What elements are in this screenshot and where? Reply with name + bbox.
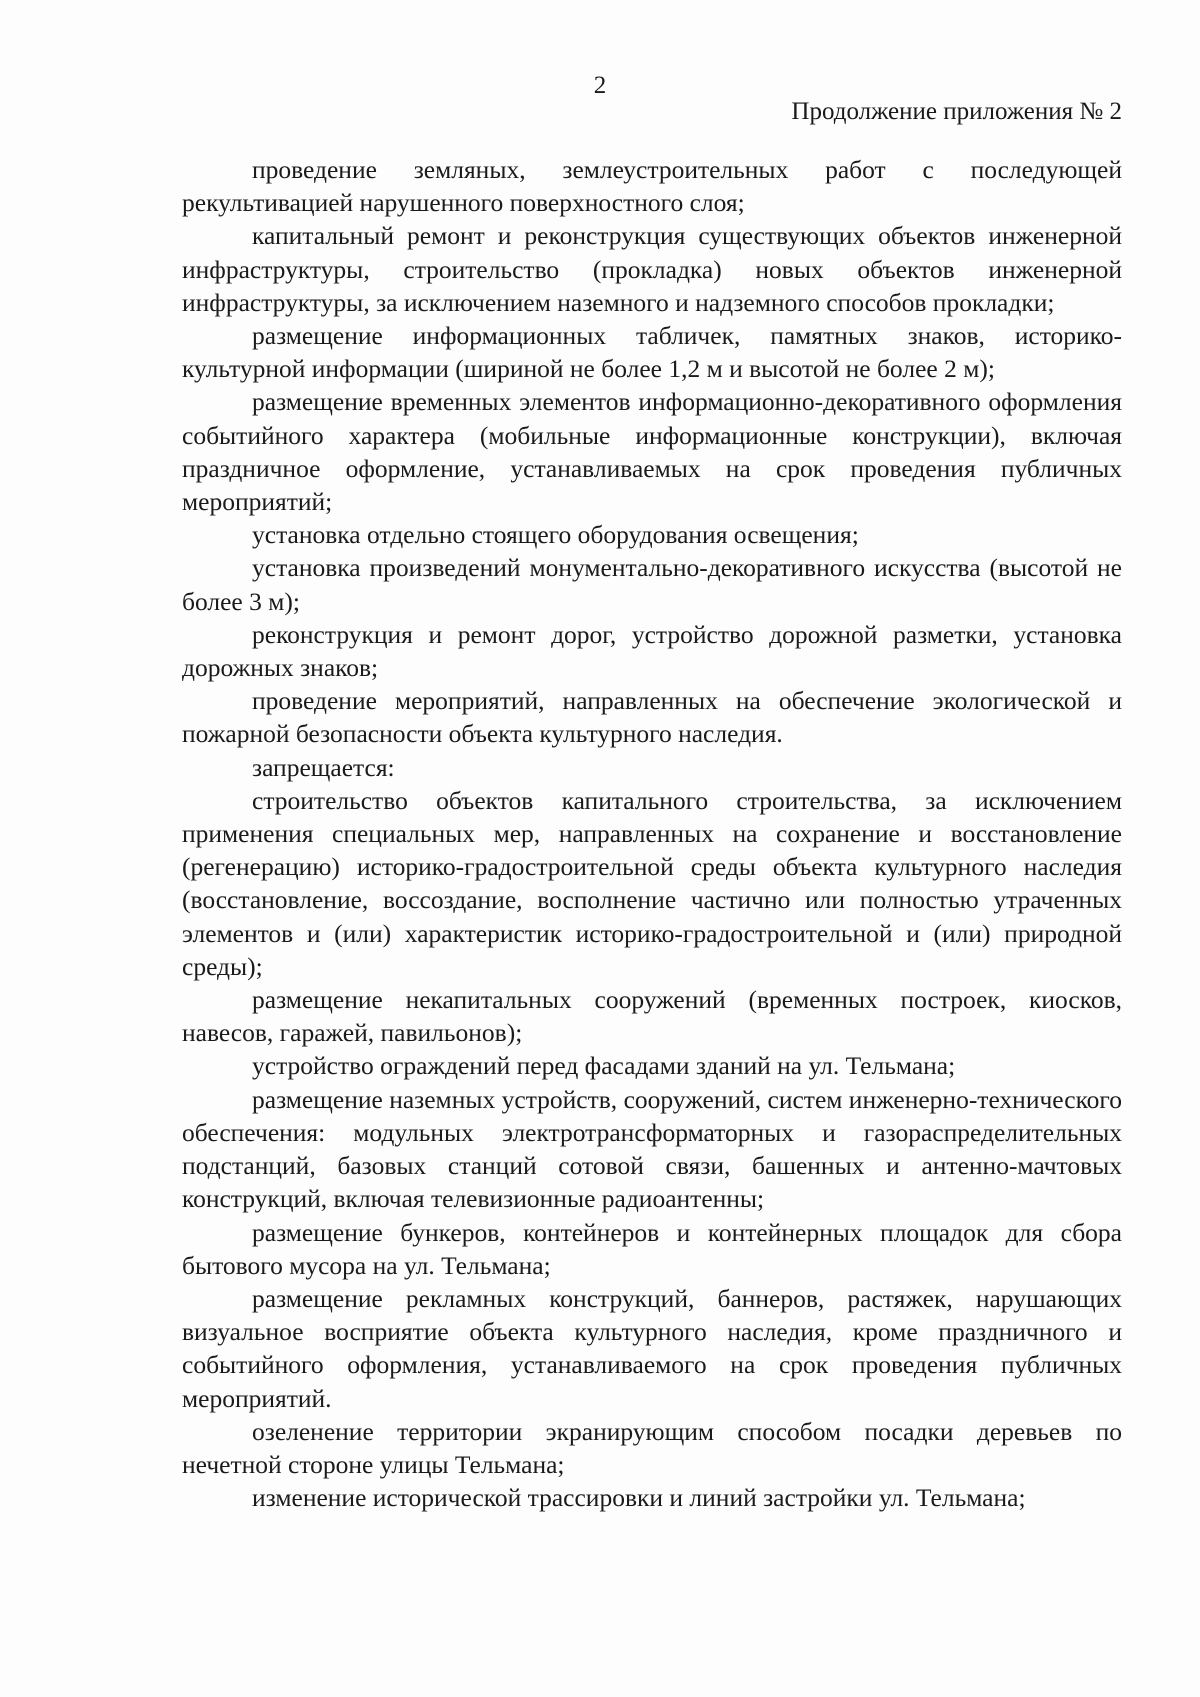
paragraph: установка отдельно стоящего оборудования освещения; [252,520,859,550]
paragraph: строительство объектов капитального строительства, за исключением применения специальных мер, направленных на сохранение и восстановление (регенерацию) историко-градостроительной среды объекта культурного наследия (восстановление, воссоздание, восполнение частично или полностью утраченных элементов и (или) характеристик историко-градостроительной и (или) природной среды); [182,785,1122,981]
paragraph: размещение наземных устройств, сооружений, систем инженерно-технического обеспечения: модульных электротрансформаторных и газораспределительных подстанций, базовых станций сотовой связи, башенных и антенно-мачтовых конструкций, включая телевизионные радиоантенны; [182,1084,1122,1214]
paragraph: озеленение территории экранирующим способом посадки деревьев по нечетной стороне улицы Тельмана; [182,1416,1122,1479]
paragraph: капитальный ремонт и реконструкция существующих объектов инженерной инфраструктуры, строительство (прокладка) новых объектов инженерной инфраструктуры, за исключением наземного и надземного способов прокладки; [182,221,1122,317]
paragraph: проведение мероприятий, направленных на обеспечение экологической и пожарной безопасности объекта культурного наследия. [182,686,1122,749]
paragraph: размещение рекламных конструкций, баннеров, растяжек, нарушающих визуальное восприятие объекта культурного наследия, кроме праздничного и событийного оформления, устанавливаемого на срок проведения публичных мероприятий. [182,1283,1122,1413]
prohibited-heading: запрещается: [252,752,395,782]
paragraph: устройство ограждений перед фасадами зданий на ул. Тельмана; [252,1051,956,1081]
paragraph: проведение земляных, землеустроительных работ с последующей рекультивацией нарушенного поверхностного слоя; [182,155,1122,218]
appendix-continuation-label: Продолжение приложения № 2 [791,98,1122,125]
paragraph: размещение временных элементов информационно-декоративного оформления событийного характера (мобильные информационные конструкции), включая праздничное оформление, устанавливаемых на срок проведения публичных мероприятий; [182,387,1122,517]
page-number: 2 [593,72,607,99]
paragraph: изменение исторической трассировки и линий застройки ул. Тельмана; [252,1483,1026,1513]
paragraph: реконструкция и ремонт дорог, устройство дорожной разметки, установка дорожных знаков; [182,619,1122,683]
paragraph: размещение некапитальных сооружений (временных построек, киосков, навесов, гаражей, павильонов); [182,985,1122,1048]
document-body [182,153,1122,1514]
paragraph: размещение информационных табличек, памятных знаков, историко-культурной информации (шириной не более 1,2 м и высотой не более 2 м); [182,321,1122,384]
paragraph: установка произведений монументально-декоративного искусства (высотой не более 3 м); [182,553,1122,616]
paragraph: размещение бункеров, контейнеров и контейнерных площадок для сбора бытового мусора на ул. Тельмана; [182,1217,1122,1280]
